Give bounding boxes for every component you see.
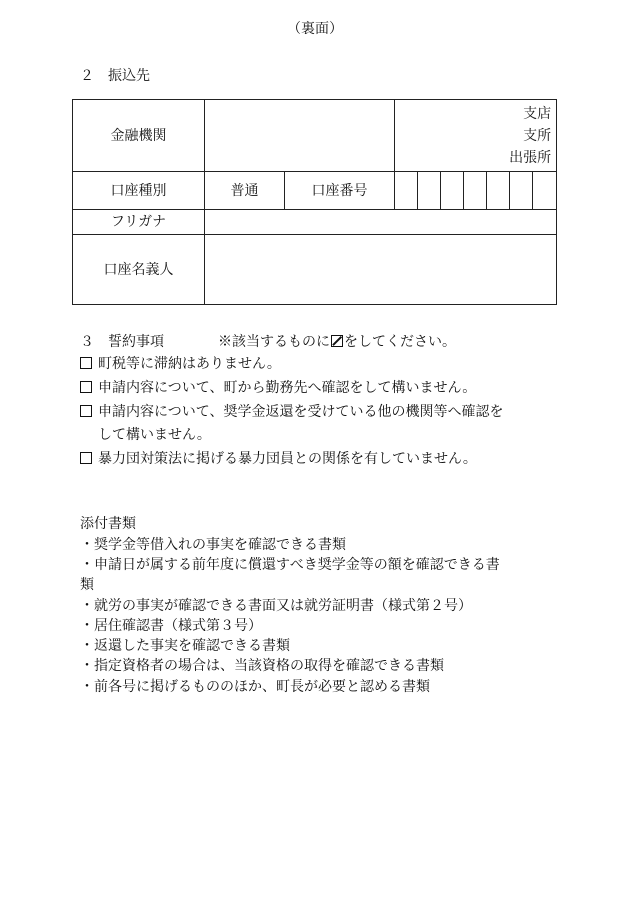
- checkbox-icon[interactable]: [80, 452, 92, 464]
- pledge-item[interactable]: [80, 381, 476, 395]
- attachment-item: ・前各号に掲げるもののほか、町長が必要と認める書類: [80, 679, 430, 695]
- account-number-digit-box[interactable]: [533, 172, 557, 210]
- page-side-label: （裏面）: [287, 21, 343, 37]
- account-number-label: 口座番号: [285, 172, 395, 210]
- pledge-instruction: [218, 335, 456, 349]
- account-type-label: 口座種別: [73, 172, 205, 210]
- branch-label-shiten: 支店: [523, 105, 552, 122]
- furigana-label: フリガナ: [73, 210, 205, 235]
- account-number-digit-box[interactable]: [418, 172, 441, 210]
- bank-account-table: [72, 99, 557, 305]
- pledge-instruction-after: をしてください。: [344, 334, 456, 350]
- pledge-item-text: 申請内容について、町から勤務先へ確認をして構いません。: [98, 380, 477, 396]
- financial-institution-label: 金融機関: [73, 100, 205, 172]
- branch-label-shutchojo: 出張所: [509, 149, 552, 166]
- account-number-digit-box[interactable]: [510, 172, 533, 210]
- checkbox-icon[interactable]: [80, 405, 92, 417]
- pledge-item-continuation: して構いません。: [98, 427, 211, 443]
- furigana-field[interactable]: [205, 210, 557, 235]
- checkbox-icon[interactable]: [80, 357, 92, 369]
- branch-type-cell[interactable]: [395, 100, 557, 172]
- account-holder-label: 口座名義人: [73, 235, 205, 305]
- checked-box-icon: [331, 335, 343, 347]
- account-holder-field[interactable]: [205, 235, 557, 305]
- attachment-item-continuation: 類: [80, 577, 94, 593]
- attachment-item: ・居住確認書（様式第３号）: [80, 618, 262, 634]
- attachments-heading: 添付書類: [80, 516, 136, 532]
- pledge-item-text: 暴力団対策法に掲げる暴力団員との関係を有していません。: [98, 451, 477, 467]
- attachment-item: ・就労の事実が確認できる書面又は就労証明書（様式第２号）: [80, 598, 472, 614]
- section-transfer-heading: ２ 振込先: [80, 68, 150, 84]
- attachment-item: ・申請日が属する前年度に償還すべき奨学金等の額を確認できる書: [80, 557, 500, 573]
- pledge-instruction-before: ※該当するものに: [218, 334, 330, 350]
- branch-label-shisho: 支所: [523, 127, 552, 144]
- financial-institution-field[interactable]: [205, 100, 395, 172]
- pledge-item-text: 申請内容について、奨学金返還を受けている他の機関等へ確認を: [98, 404, 504, 420]
- checkbox-icon[interactable]: [80, 381, 92, 393]
- account-number-digit-box[interactable]: [464, 172, 487, 210]
- attachment-item: ・指定資格者の場合は、当該資格の取得を確認できる書類: [80, 658, 444, 674]
- account-number-digit-box[interactable]: [487, 172, 510, 210]
- account-type-value: 普通: [205, 172, 285, 210]
- attachment-item: ・奨学金等借入れの事実を確認できる書類: [80, 537, 346, 553]
- pledge-item[interactable]: [80, 357, 281, 371]
- pledge-item[interactable]: [80, 452, 477, 466]
- account-number-digit-box[interactable]: [395, 172, 418, 210]
- pledge-item[interactable]: [80, 405, 503, 419]
- attachment-item: ・返還した事実を確認できる書類: [80, 638, 290, 654]
- account-number-digit-box[interactable]: [441, 172, 464, 210]
- section-pledge-heading: ３ 誓約事項: [80, 334, 164, 350]
- pledge-item-text: 町税等に滞納はありません。: [98, 356, 281, 372]
